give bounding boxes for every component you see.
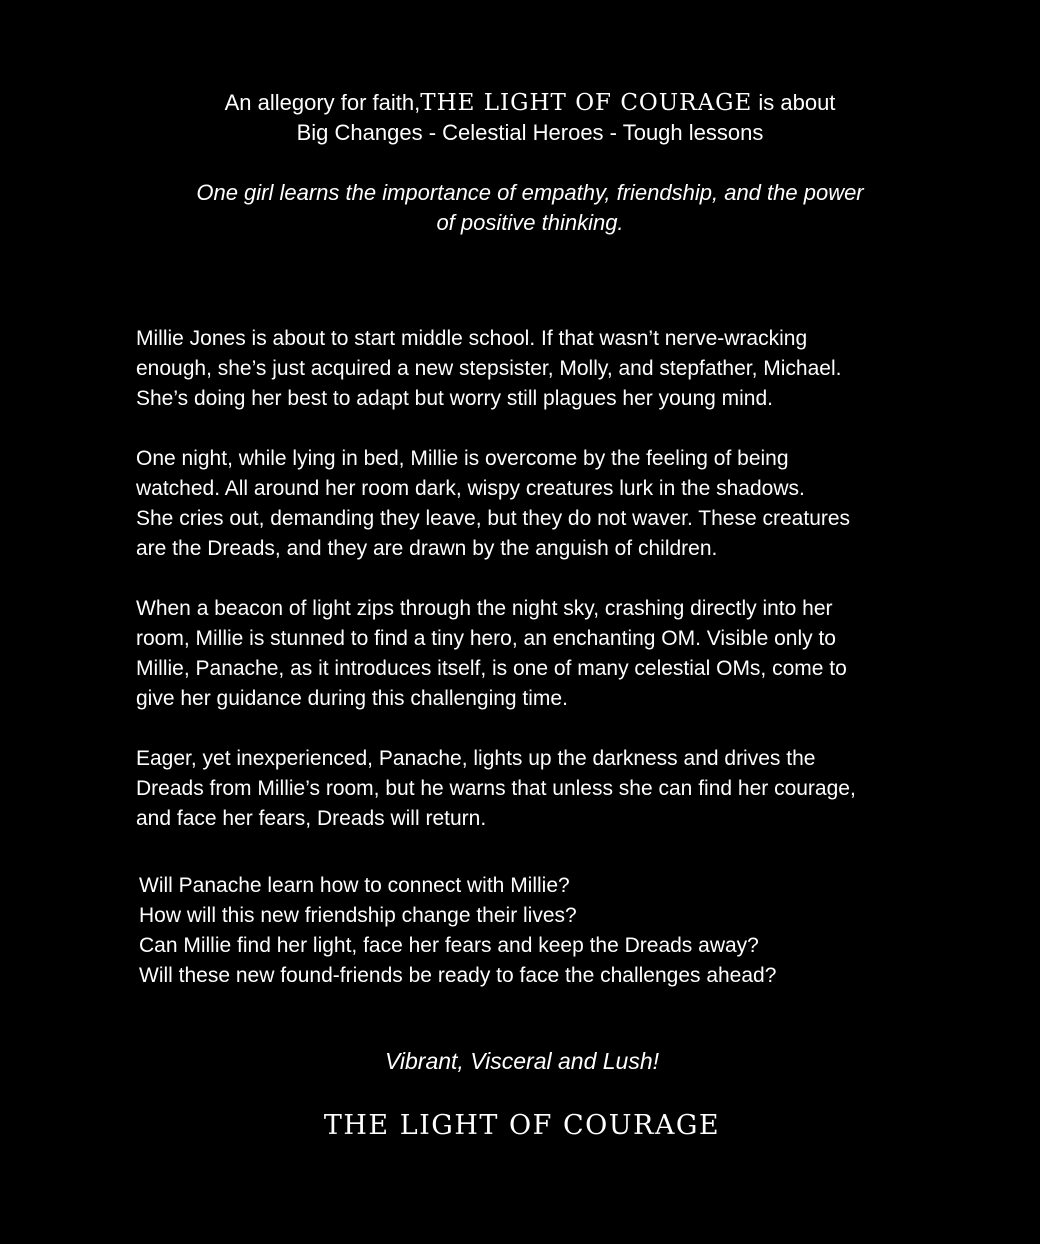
- tagline-block: [130, 178, 930, 238]
- paragraph-line: are the Dreads, and they are drawn by the anguish of children.: [136, 537, 718, 560]
- paragraph: [136, 324, 936, 414]
- questions-block: [139, 871, 939, 991]
- header-line-1: [130, 88, 930, 118]
- paragraph: [136, 594, 936, 714]
- paragraph-line: She’s doing her best to adapt but worry still plagues her young mind.: [136, 387, 773, 410]
- paragraph-line: and face her fears, Dreads will return.: [136, 807, 487, 830]
- paragraph-line: Millie Jones is about to start middle school. If that wasn’t nerve-wracking: [136, 327, 808, 350]
- paragraph-line: When a beacon of light zips through the night sky, crashing directly into her: [136, 597, 833, 620]
- synopsis: [136, 324, 936, 864]
- question: Can Millie find her light, face her fears and keep the Dreads away?: [139, 934, 759, 957]
- paragraph-line: room, Millie is stunned to find a tiny hero, an enchanting OM. Visible only to: [136, 627, 836, 650]
- paragraph: [136, 744, 936, 834]
- paragraph-line: Millie, Panache, as it introduces itself, is one of many celestial OMs, come to: [136, 657, 847, 680]
- tagline-line-1: One girl learns the importance of empathy, friendship, and the power: [196, 180, 864, 205]
- header-suffix: is about: [752, 90, 836, 115]
- question: Will these new found-friends be ready to face the challenges ahead?: [139, 964, 777, 987]
- header-line-2: Big Changes - Celestial Heroes - Tough lessons: [296, 120, 764, 145]
- paragraph-line: enough, she’s just acquired a new stepsister, Molly, and stepfather, Michael.: [136, 357, 842, 380]
- paragraph-line: watched. All around her room dark, wispy creatures lurk in the shadows.: [136, 477, 805, 500]
- paragraph: [136, 444, 936, 564]
- book-title-inline: THE LIGHT OF COURAGE: [420, 90, 753, 116]
- paragraph-line: Dreads from Millie’s room, but he warns that unless she can find her courage,: [136, 777, 856, 800]
- question: Will Panache learn how to connect with Millie?: [139, 874, 570, 897]
- paragraph-line: give her guidance during this challenging time.: [136, 687, 568, 710]
- book-title-logo: THE LIGHT OF COURAGE: [323, 1110, 721, 1141]
- paragraph-line: Eager, yet inexperienced, Panache, lights up the darkness and drives the: [136, 747, 816, 770]
- paragraph-line: One night, while lying in bed, Millie is overcome by the feeling of being: [136, 447, 789, 470]
- tagline-line-2: of positive thinking.: [436, 210, 624, 235]
- paragraph-line: She cries out, demanding they leave, but they do not waver. These creatures: [136, 507, 851, 530]
- header-block: [130, 88, 930, 148]
- closing-tagline: Vibrant, Visceral and Lush!: [384, 1048, 660, 1074]
- question: How will this new friendship change their lives?: [139, 904, 577, 927]
- header-prefix: An allegory for faith,: [224, 90, 421, 115]
